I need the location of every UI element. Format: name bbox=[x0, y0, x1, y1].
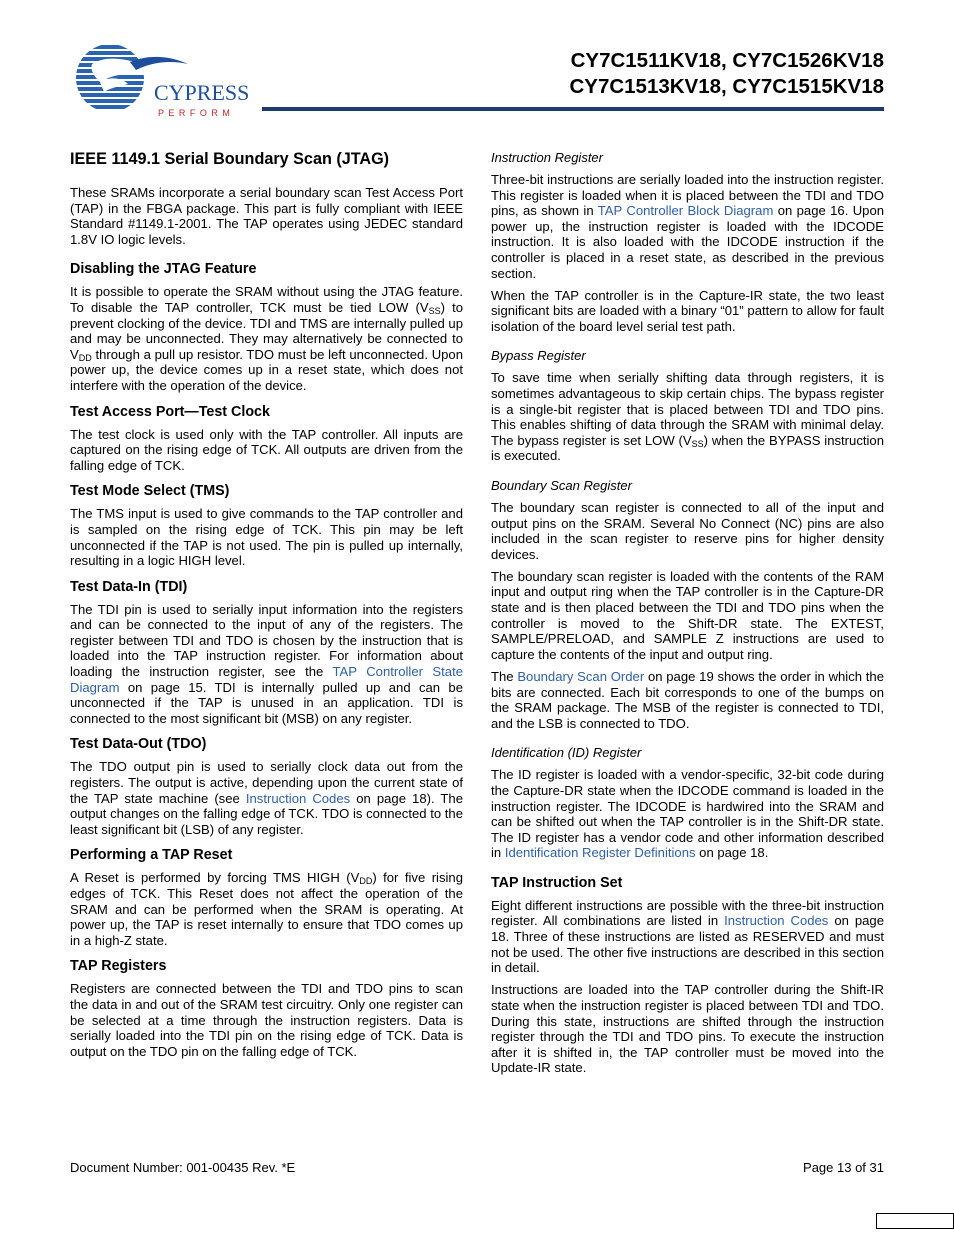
subscript: DD bbox=[359, 876, 373, 887]
logo-tagline: P E R F O R M bbox=[158, 108, 231, 118]
paragraph-instruction-register-1 bbox=[491, 172, 884, 281]
subscript: DD bbox=[78, 352, 92, 363]
text-run: The TDO output pin is used to serially clock data out from the registers. The output is active, depending upon the current state of the TAP state machine (see bbox=[70, 759, 463, 806]
section-tdo bbox=[70, 736, 463, 837]
header-divider bbox=[262, 107, 884, 111]
link-boundary-scan-order[interactable]: Boundary Scan Order bbox=[517, 668, 645, 684]
section-id-register bbox=[491, 745, 884, 861]
paragraph-tap-reset bbox=[70, 870, 463, 948]
section-tap-instruction-set bbox=[491, 875, 884, 1076]
document-title bbox=[569, 48, 884, 100]
paragraph-tdo bbox=[70, 759, 463, 837]
link-tap-controller-block-diagram[interactable]: TAP Controller Block Diagram bbox=[597, 203, 774, 219]
heading-tap-instruction-set: TAP Instruction Set bbox=[491, 874, 623, 891]
text-run: on page 18. Three of these instructions are listed as RESERVED and must not be used. The other five instructions are described in this section in detail. bbox=[491, 913, 884, 976]
heading-bypass-register: Bypass Register bbox=[491, 348, 586, 364]
heading-instruction-register: Instruction Register bbox=[491, 150, 603, 165]
text-run: on page 18. bbox=[695, 845, 769, 861]
text-run: The bbox=[491, 668, 518, 684]
paragraph-id-register bbox=[491, 767, 884, 861]
link-instruction-codes[interactable]: Instruction Codes bbox=[245, 790, 351, 806]
heading-disabling-jtag: Disabling the JTAG Feature bbox=[70, 261, 257, 278]
intro-paragraph: These SRAMs incorporate a serial boundary scan Test Access Port (TAP) in the FBGA package. This part is fully compliant with IEEE Standard #1149.1-2001. The TAP operates using JEDEC standard 1.8V IO logic levels. bbox=[70, 185, 463, 247]
heading-boundary-scan-register: Boundary Scan Register bbox=[491, 478, 632, 493]
link-identification-register-definitions[interactable]: Identification Register Definitions bbox=[504, 845, 696, 861]
section-disabling-jtag bbox=[70, 261, 463, 393]
text-run: through a pull up resistor. TDO must be left unconnected. Upon power up, the device comes up in a reset state, which does not interfere with the operation of the device. bbox=[70, 346, 463, 393]
paragraph-boundary-scan-2: The boundary scan register is loaded with the contents of the RAM input and output ring when the TAP controller is in the Capture-DR state and is then placed between the TDI and TDO pins when the controller is moved to the Shift-DR state. The EXTEST, SAMPLE/PRELOAD, and SAMPLE Z instructions are used to capture the contents of the input and output ring. bbox=[491, 568, 884, 662]
heading-tap-registers: TAP Registers bbox=[70, 958, 167, 975]
paragraph-test-clock: The test clock is used only with the TAP controller. All inputs are captured on the rising edge of TCK. All outputs are driven from the falling edge of TCK. bbox=[70, 426, 463, 473]
text-run: Three-bit instructions are serially loaded into the instruction register. This register is loaded when it is placed between the TDI and TDO pins, as shown in bbox=[491, 172, 884, 219]
paragraph-instruction-register-2: When the TAP controller is in the Capture-IR state, the two least significant bits are loaded with a binary “01” pattern to allow for fault isolation of the board level serial test path. bbox=[491, 287, 884, 334]
link-tap-controller-state-diagram[interactable]: TAP Controller State Diagram bbox=[70, 664, 463, 695]
subscript: SS bbox=[428, 305, 441, 316]
section-tms bbox=[70, 483, 463, 568]
text-run: The ID register is loaded with a vendor-specific, 32-bit code during the Capture-DR state when the IDCODE command is loaded in the instruction register. The IDCODE is hardwired into the SRAM and can be shifted out when the TAP controller is in the Shift-DR state. The ID register has a vendor code and other information described in bbox=[491, 767, 884, 861]
section-heading-jtag: IEEE 1149.1 Serial Boundary Scan (JTAG) bbox=[70, 150, 390, 168]
right-column bbox=[491, 150, 884, 1086]
logo-wordmark: CYPRESS bbox=[154, 80, 250, 105]
text-run: The TDI pin is used to serially input information into the registers and can be connected to the input of any of the registers. The register between TDI and TDO is chosen by the instruction that is loaded into the TAP instruction register. For information about loading the instruction register, see the bbox=[70, 601, 463, 680]
heading-tdo: Test Data-Out (TDO) bbox=[70, 736, 207, 753]
text-run: on page 16. Upon power up, the instruction register is loaded with the IDCODE instruction. It is also loaded with the IDCODE instruction if the controller is placed in a reset state, as described in the previous section. bbox=[491, 203, 885, 281]
paragraph-disabling-jtag bbox=[70, 284, 463, 393]
heading-tap-reset: Performing a TAP Reset bbox=[70, 847, 233, 864]
company-logo bbox=[70, 42, 260, 120]
document-number: Document Number: 001-00435 Rev. *E bbox=[70, 1160, 296, 1175]
title-line-2: CY7C1513KV18, CY7C1515KV18 bbox=[569, 75, 884, 98]
subscript: SS bbox=[691, 438, 704, 449]
section-tdi bbox=[70, 579, 463, 727]
heading-test-clock: Test Access Port—Test Clock bbox=[70, 403, 270, 420]
section-tap-reset bbox=[70, 847, 463, 948]
link-instruction-codes-2[interactable]: Instruction Codes bbox=[724, 913, 829, 929]
text-run: To save time when serially shifting data through registers, it is sometimes advantageous to skip certain chips. The bypass register is a single-bit register that is placed between TDI and TDO pins. This enables shifting of data through the SRAM with minimal delay. The bypass register is set LOW (V bbox=[491, 370, 884, 448]
paragraph-instruction-set-1 bbox=[491, 898, 884, 976]
section-bypass-register bbox=[491, 348, 884, 464]
text-run: on page 18). The output changes on the falling edge of TCK. TDO is connected to the least significant bit (LSB) of any register. bbox=[70, 790, 463, 837]
section-tap-registers bbox=[70, 958, 463, 1059]
paragraph-boundary-scan-3 bbox=[491, 669, 884, 731]
text-run: A Reset is performed by forcing TMS HIGH (V bbox=[70, 870, 360, 886]
paragraph-instruction-set-2: Instructions are loaded into the TAP controller during the Shift-IR state when the instruction register is placed between TDI and TDO. During this state, instructions are shifted through the instruction register through the TDI and TDO pins. To execute the instruction after it is shifted in, the TAP controller must be moved into the Update-IR state. bbox=[491, 982, 884, 1076]
paragraph-tdi bbox=[70, 602, 463, 727]
section-instruction-register bbox=[491, 150, 884, 334]
heading-tms: Test Mode Select (TMS) bbox=[70, 483, 230, 500]
heading-tdi: Test Data-In (TDI) bbox=[70, 578, 188, 595]
text-run: on page 19 shows the order in which the bits are connected. Each bit corresponds to one of the bumps on the SRAM package. The MSB of the register is connected to TDI, and the LSB is connected to TDO. bbox=[491, 668, 884, 731]
title-line-1: CY7C1511KV18, CY7C1526KV18 bbox=[570, 49, 884, 72]
paragraph-boundary-scan-1: The boundary scan register is connected to all of the input and output pins on the SRAM. Several No Connect (NC) pins are also included in the scan register to reserve pins for higher density devices. bbox=[491, 500, 884, 562]
left-column bbox=[70, 145, 463, 1069]
text-run: Eight different instructions are possible with the three-bit instruction register. All combinations are listed in bbox=[491, 897, 884, 929]
cypress-globe-icon bbox=[70, 42, 260, 120]
text-run: ) when the BYPASS instruction is executed. bbox=[491, 432, 884, 464]
text-run: ) for five rising edges of TCK. This Reset does not affect the operation of the SRAM and can be performed when the SRAM is operating. At power up, the TAP is reset internally to ensure that TDO comes up in a high-Z state. bbox=[70, 870, 463, 948]
heading-id-register: Identification (ID) Register bbox=[491, 745, 642, 761]
paragraph-tap-registers: Registers are connected between the TDI and TDO pins to scan the data in and out of the SRAM test circuitry. Only one register can be selected at a time through the instruction registers. Data is serially loaded into the TDI pin on the rising edge of TCK. Data is output on the TDO pin on the falling edge of TCK. bbox=[70, 981, 463, 1059]
section-boundary-scan-register bbox=[491, 478, 884, 731]
page-number: Page 13 of 31 bbox=[803, 1160, 884, 1175]
text-run: on page 15. TDI is internally pulled up and can be unconnected if the TAP is unused in an application. TDI is connected to the most significant bit (MSB) on any register. bbox=[70, 679, 463, 726]
text-run: It is possible to operate the SRAM without using the JTAG feature. To disable the TAP controller, TCK must be tied LOW (V bbox=[70, 284, 463, 315]
text-run: ) to prevent clocking of the device. TDI and TMS are internally pulled up and may be unconnected. They may alternatively be connected to V bbox=[70, 299, 464, 362]
paragraph-tms: The TMS input is used to give commands to the TAP controller and is sampled on the rising edge of TCK. This pin may be left unconnected if the TAP is not used. The pin is pulled up internally, resulting in a logic HIGH level. bbox=[70, 506, 463, 569]
section-test-clock bbox=[70, 404, 463, 474]
feedback-box[interactable] bbox=[876, 1213, 954, 1229]
paragraph-bypass-register bbox=[491, 370, 884, 464]
